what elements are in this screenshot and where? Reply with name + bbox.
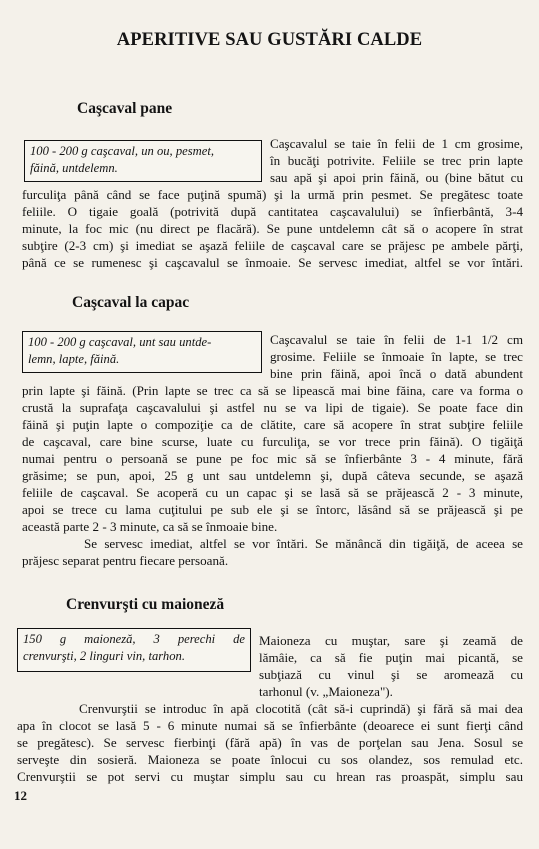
page-number: 12 <box>14 788 27 803</box>
text-line: Crenvurştii se introduc în apă clocotită (cât să-i cuprindă) şi fără să mai dea <box>79 701 523 716</box>
text-line: subţire (2-3 cm) şi imediat se aşază feliile de caşcaval care se prăjesc pe ambele părţi, <box>22 238 523 253</box>
text-line: se pregătesc). Se servesc fierbinţi (fără apă) în vas de porţelan sau Jena. Sosul se <box>17 735 523 750</box>
ingredients-box-cascaval-pane <box>24 140 262 182</box>
text-line: lămâie, ca să fie puţin mai picantă, se <box>259 650 523 665</box>
side-text-cascaval-la-capac <box>270 331 523 382</box>
page-title: APERITIVE SAU GUSTĂRI CALDE <box>116 30 423 50</box>
ingredients-line: 100 - 200 g caşcaval, unt sau untde- <box>28 335 212 349</box>
text-line: Crenvurştii se pot servi cu muştar simplu sau cu hrean ras proaspăt, simplu sau <box>17 769 523 784</box>
recipe-title-cascaval-pane: Caşcaval pane <box>77 100 173 117</box>
text-line: până ce se rumenesc şi caşcavalul se înmoaie. Se servesc imediat, altfel se vor întări. <box>22 255 523 270</box>
body-text-cascaval-pane <box>22 186 523 271</box>
ingredients-line: făină, untdelemn. <box>30 161 118 175</box>
text-line: sau apă şi apoi prin făină, ou (bine bătut cu <box>270 170 523 185</box>
ingredients-box-crenvursti-cu-maioneza <box>17 628 251 672</box>
recipe-title-cascaval-la-capac: Caşcaval la capac <box>72 294 190 311</box>
text-line: numai pentru o persoană se pune pe foc mic să se înfierbânte 3 - 4 minute, fără <box>22 451 523 466</box>
text-line: serveşte din sosieră. Maioneza se poate înlocui cu sos olandez, sos remulad etc. <box>17 752 523 767</box>
body-text-cascaval-la-capac <box>22 382 523 569</box>
body-text-crenvursti-cu-maioneza <box>17 700 523 785</box>
side-text-crenvursti-cu-maioneza <box>259 632 523 700</box>
text-line: Caşcavalul se taie în felii de 1 cm grosime, <box>270 136 523 151</box>
text-line: în bucăţi potrivite. Feliile se trec prin lapte <box>270 153 523 168</box>
text-line: grăsime; se pun, apoi, 25 g unt sau untdelemn şi, după câteva secunde, se aşază <box>22 468 523 483</box>
text-line: această parte 2 - 3 minute, ca să se înmoaie bine. <box>22 519 278 534</box>
text-line: subţiază cu vinul şi se aromează cu <box>259 667 523 682</box>
text-line: furculiţa până când se face puţină spumă) şi la urmă prin pesmet. Se pregătesc toate <box>22 187 523 202</box>
text-line: crustă la suprafaţa caşcavalului şi astfel nu se va lipi de tigaie). Se poate face din <box>22 400 523 415</box>
text-line: făină şi puţin lapte o compoziţie ca de clătite, care să acopere în strat subţire feliile <box>22 417 523 432</box>
ingredients-box-cascaval-la-capac <box>22 331 262 373</box>
text-line: prăjesc separat pentru fiecare persoană. <box>22 553 229 568</box>
text-line: prin lapte şi făină. (Prin lapte se trec ca să se lipească mai bine făina, care va forma o <box>22 383 523 398</box>
text-line: Maioneza cu muştar, sare şi zeamă de <box>259 633 523 648</box>
ingredients-line: lemn, lapte, făină. <box>28 352 120 366</box>
ingredients-line: crenvurşti, 2 linguri vin, tarhon. <box>23 649 185 663</box>
ingredients-line: 100 - 200 g caşcaval, un ou, pesmet, <box>30 144 214 158</box>
text-line: minute, la foc mic (nu direct pe flacără). Se pune untdelemn cât să o acopere în strat <box>22 221 523 236</box>
text-line: Caşcavalul se taie în felii de 1-1 1/2 cm <box>270 332 523 347</box>
text-line: bine prin făină, apoi încă o dată abundent <box>270 366 523 381</box>
recipe-title-crenvursti-cu-maioneza: Crenvurşti cu maioneză <box>66 596 225 613</box>
ingredients-line: 150 g maioneză, 3 perechi de <box>23 632 245 646</box>
side-text-cascaval-pane <box>270 135 523 186</box>
text-line: de caşcaval, care bine scurse, luate cu furculiţa, se vor trece prin făină). O tigăiţă <box>22 434 523 449</box>
text-line: tarhonul (v. „Maioneza"). <box>259 684 393 699</box>
text-line: grosime. Feliile se înmoaie în lapte, se trec <box>270 349 523 364</box>
text-line: apoi se trece cu lama cuţitului pe sub ele şi se întorc, lăsând să se prăjească şi pe <box>22 502 523 517</box>
text-line: apa în clocot se lasă 5 - 6 minute numai să se înfierbânte (deoarece ei sunt fierţi când <box>17 718 523 733</box>
text-line: Se servesc imediat, altfel se vor întări. Se mănâncă din tigăiţă, de aceea se <box>84 536 523 551</box>
text-line: feliile de caşcaval. Se acoperă cu un capac şi se lasă să se prăjească 2 - 3 minute, <box>22 485 523 500</box>
text-line: feliile. O tigaie goală (potrivită după cantitatea caşcavalului) se înfierbântă, 3-4 <box>22 204 523 219</box>
